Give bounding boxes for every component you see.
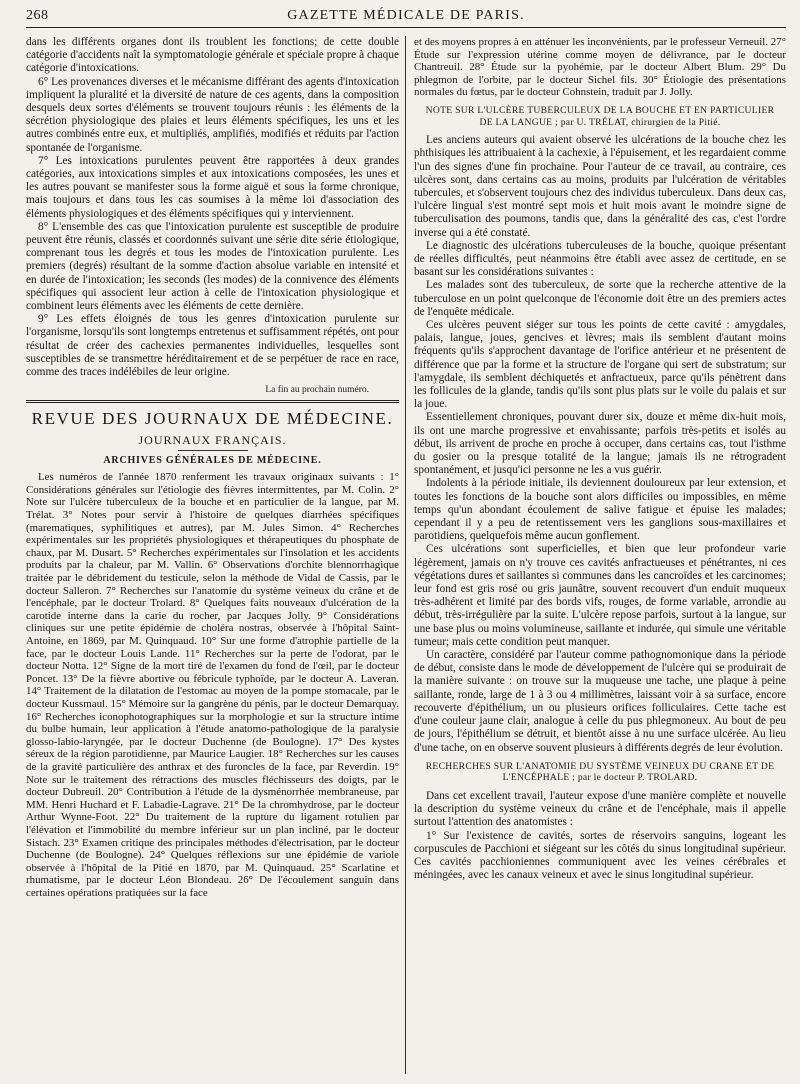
header-rule (26, 27, 786, 28)
section-subtitle: JOURNAUX FRANÇAIS. (138, 433, 287, 448)
article-title: NOTE SUR L'ULCÈRE TUBERCULEUX DE LA BOUCHE ET EN PARTICULIER DE LA LANGUE ; par U. TRÉLAT, chirurgien de la Pitié. (425, 104, 775, 128)
divider (178, 450, 248, 451)
continuation-note: La fin au prochain numéro. (265, 385, 369, 396)
paragraph: Ces ulcères peuvent siéger sur tous les points de cette cavité : amygdales, palais, langue, joues, gencives et lèvres; mais ils semblent d'autant moins fréquents qu'ils s'approchent davantage de l'orifice antérieur et ne présentent de différence que par la forme et la structure de l'organe qui sert de substratum; sur l'amygdale, ils semblent déchiquetés et anfractueux, parce qu'ils pénètrent dans les follicules de la glande, tandis qu'ils sont plus plats sur le voile du palais et sur la joue. (414, 319, 786, 411)
paragraph: Les anciens auteurs qui avaient observé les ulcérations de la bouche chez les phthisiques les attribuaient à la cachexie, à l'épuisement, et les regardaient comme l'un des signes d'une fin prochaine. Pour l'auteur de ce travail, au contraire, ces ulcères sont, dans certains cas au moins, produits par l'ulcération de véritables tubercules, et s'observent toujours chez des individus tuberculeux. Dans deux cas, l'ulcère lingual s'est montré sept mois et huit mois avant le moindre signe de tuberculisation des poumons, tandis que, dans la généralité des cas, c'est l'ordre inverse qui a été constaté. (414, 134, 786, 239)
article-title: RECHERCHES SUR L'ANATOMIE DU SYSTÈME VEINEUX DU CRANE ET DE L'ENCÉPHALE ; par le docteur P. TROLARD. (425, 760, 775, 784)
paragraph: Indolents à la période initiale, ils deviennent douloureux par leur extension, et toutes les fonctions de la bouche sont alors difficiles ou impossibles, en même temps qu'un abondant écoulement de salive fatigue et épuise les malades; cependant il y a peu de retentissement vers les ganglions sous-maxillaires et parotidiens, quelquefois même aucun gonflement. (414, 477, 786, 543)
paragraph: Les malades sont des tuberculeux, de sorte que la recherche attentive de la tuberculose en un point quelconque de l'économie doit être un des premiers actes de l'enquête médicale. (414, 279, 786, 318)
archives-block (26, 471, 399, 899)
left-column (26, 36, 405, 1074)
paragraph: Essentiellement chroniques, pouvant durer six, douze et même dix-huit mois, ils ont une marche progressive et envahissante; parfois très-petits et isolés au début, ils arrivent de proche en proche à occuper, dans certains cas, tout l'isthme du gosier ou la presque totalité de la langue; jamais ils ne rétrogradent spontanément, et jusqu'ici personne ne les a vus guérir. (414, 411, 786, 477)
columns (26, 36, 786, 1074)
journal-heading: ARCHIVES GÉNÉRALES DE MÉDECINE. (103, 455, 322, 467)
right-column (405, 36, 786, 1074)
paragraph: Le diagnostic des ulcérations tuberculeuses de la bouche, quoique présentant de réelles difficultés, peut néanmoins être établi avec assez de certitude, en se basant sur les considérations suivantes : (414, 239, 786, 279)
paragraph: 6° Les provenances diverses et le mécanisme différant des agents d'intoxication impliquent la pluralité et la diversité de nature de ces agents, dans la composition desquels deux sortes d'éléments se trouvent toujours réunis : les éléments de la sécrétion physiologique des plaies et leurs éléments spécifiques, les uns et les autres combinés entre eux, et multipliés, amplifiés, modifiés et réduits par l'action spontanée de l'organisme. (26, 75, 399, 154)
paragraph: dans les différents organes dont ils troublent les fonctions; de cette double catégorie d'accidents naît la symptomatologie générale et spéciale propre à chaque catégorie d'intoxications. (26, 36, 399, 75)
section-divider (26, 400, 399, 403)
paragraph: et des moyens propres à en atténuer les inconvénients, par le professeur Verneuil. 27° Étude sur l'expression utérine comme moyen de délivrance, par le docteur Chantreuil. 28° Étude sur la pyohémie, par le docteur Albert Blum. 29° Du phlegmon de l'orbite, par le docteur Sichel fils. 30° Étiologie des présentations normales du fœtus, par le docteur Cohnstein, traduit par J. Jolly. (414, 36, 786, 99)
archives-continuation (414, 36, 786, 99)
paragraph: Dans cet excellent travail, l'auteur expose d'une manière complète et nouvelle la description du système veineux du crâne et de l'encéphale, mais il appelle surtout l'attention des anatomistes : (414, 789, 786, 829)
page-header (26, 0, 786, 30)
paragraph: 9° Les effets éloignés de tous les genres d'intoxication purulente sur l'organisme, lorsqu'ils sont longtemps entretenus et suffisamment répétés, ont pour résultat de créer des cachexies permanentes individuelles, lesquelles sont susceptibles de se transmettre héréditairement et de se perpétuer de race en race, comme des traces indélébiles de leur origine. (26, 313, 399, 379)
paragraph: 8° L'ensemble des cas que l'intoxication purulente est susceptible de produire peuvent être réunis, classés et coordonnés suivant une série dite série étiologique, comprenant tous les degrés et tous les modes de l'intoxication purulente. Les premiers (degrés) résultant de la somme d'action absolue variable en intensité et en durée de l'intoxication; les seconds (les modes) de la connivence des éléments spécifiques qui associent leur action à celle de l'intoxication physiologique et combinent leurs éléments avec les éléments de cette dernière. (26, 220, 399, 313)
paragraph: 7° Les intoxications purulentes peuvent être rapportées à deux grandes catégories, aux intoxications simples et aux intoxications composées, les unes et les autres pouvant se manifester sous la forme aiguë et sous la forme chronique, mais toujours et dans tous les cas soumises à la même loi d'association des éléments physiologiques et des éléments spécifiques qui y interviennent. (26, 154, 399, 220)
section-title: REVUE DES JOURNAUX DE MÉDECINE. (31, 409, 394, 429)
paragraph: Ces ulcérations sont superficielles, et bien que leur profondeur varie légèrement, jamais on n'y trouve ces cavités anfractueuses et pénétrantes, ni ces végétations dures et saillantes si communes dans les cancroïdes et les carcinomes; leur fond est gris rosé ou gris jaunâtre, souvent recouvert d'un enduit muqueux très-adhérent et limité par des bords vifs, rouges, de forme variable, arrondie au début, très-irrégulière par la suite. L'ulcère repose parfois, surtout à la langue, sur une base plus ou moins volumineuse, saillante et indurée, qui simule une véritable tumeur; mais cette condition peut manquer. (414, 543, 786, 648)
journal-title: GAZETTE MÉDICALE DE PARIS. (287, 8, 525, 23)
paragraph: Un caractère, considéré par l'auteur comme pathognomonique dans la période de début, consiste dans le mode de développement de l'ulcère qui se produirait de la manière suivante : on trouve sur la muqueuse une tache, une plaque à peine saillante, ronde, large de 1 à 3 ou 4 millimètres, laissant voir à sa surface, encore recouverte d'épithélium, un ou plusieurs orifices folliculaires. Cette tache est d'une couleur jaune clair, analogue à celle du pus phlegmoneux. Au bout de peu de jours, l'épithélium se détruit, et bientôt aisse à nu une surface ulcérée. Au lieu d'une tache, on en observe souvent plusieurs à différents degrés de leur évolution. (414, 649, 786, 754)
paragraph: Les numéros de l'année 1870 renferment les travaux originaux suivants : 1° Considérations générales sur l'étiologie des fièvres intermittentes, par M. Colin. 2° Note sur l'ulcère tuberculeux de la bouche et en particulier de la langue, par M. Trélat. 3° Notes pour servir à l'histoire de quelques diarrhées spécifiques (marematiques, syphilitiques et autres), par M. Jules Simon. 4° Recherches expérimentales sur les propriétés physiologiques et thérapeutiques du phosphate de chaux, par M. Dusart. 5° Recherches expérimentales sur l'insolation et les accidents produits par la chaleur, par M. Vallin. 6° Observations d'orchite blennorrhagique traitée par le débridement du testicule, selon la méthode de Vidal de Cassis, par le docteur Salleron. 7° Recherches sur l'anatomie du système veineux du crâne et de l'encéphale, par le docteur Trolard. 8° Quelques faits nouveaux d'ulcération de la carotide interne dans la carie du rocher, par Jacques Jolly. 9° Considérations cliniques sur une petite épidémie de choléra nostras, observée à l'hôpital Saint-Antoine, en 1869, par M. Quinquaud. 10° Sur une forme d'atrophie partielle de la face, par le docteur Louis Lande. 11° Recherches sur la perte de l'odorat, par le docteur Notta. 12° Signe de la mort tiré de l'examen du fond de l'œil, par le docteur Poncet. 13° De la fièvre abortive ou fébricule typhoïde, par le docteur A. Laveran. 14° Traitement de la dilatation de l'estomac au moyen de la pompe stomacale, par le docteur Kussmaul. 15° Mémoire sur la gangrène du pénis, par le docteur Demarquay. 16° Recherches iconophotographiques sur la morphologie et sur la structure intime du bulbe humain, leur application à l'étude anatomo-pathologique de la paralysie glosso-labio-laryngée, par le docteur Duchenne (de Boulogne). 17° Des kystes séreux de la région parotidienne, par Maurice Laugier. 18° Recherches sur les causes de la gravité particulière des anthrax et des furoncles de la face, par Reverdin. 19° Note sur le traitement des rétractions des muscles fléchisseurs des doigts, par le docteur Dubreuil. 20° Contribution à l'étude de la dysménorrhée membraneuse, par MM. Henri Huchard et F. Labadie-Lagrave. 21° De la chromhydrose, par le docteur Arthur Wynne-Foot. 22° Du traitement de la rupture du ligament rotulien par l'élévation et l'immobilité du membre inférieur sur un plan incliné, par le docteur Sistach. 23° Examen critique des principales méthodes d'électrisation, par le docteur Duchenne (de Boulogne). 24° Quelques réflexions sur une épidémie de variole observée à l'hôpital de la Pitié en 1870, par M. Quinquaud. 25° Scarlatine et rhumatisme, par le docteur Léon Blondeau. 26° De l'écoulement sanguin dans certaines opérations pratiquées sur la face (26, 471, 399, 899)
page-number: 268 (26, 8, 49, 23)
paragraph: 1° Sur l'existence de cavités, sortes de réservoirs sanguins, logeant les corpuscules de Pacchioni et siégeant sur les côtés du sinus longitudinal supérieur. Ces cavités pacchioniennes communiquent avec les veines cérébrales et méningées, avec les canaux veineux et avec le sinus longitudinal supérieur. (414, 829, 786, 882)
